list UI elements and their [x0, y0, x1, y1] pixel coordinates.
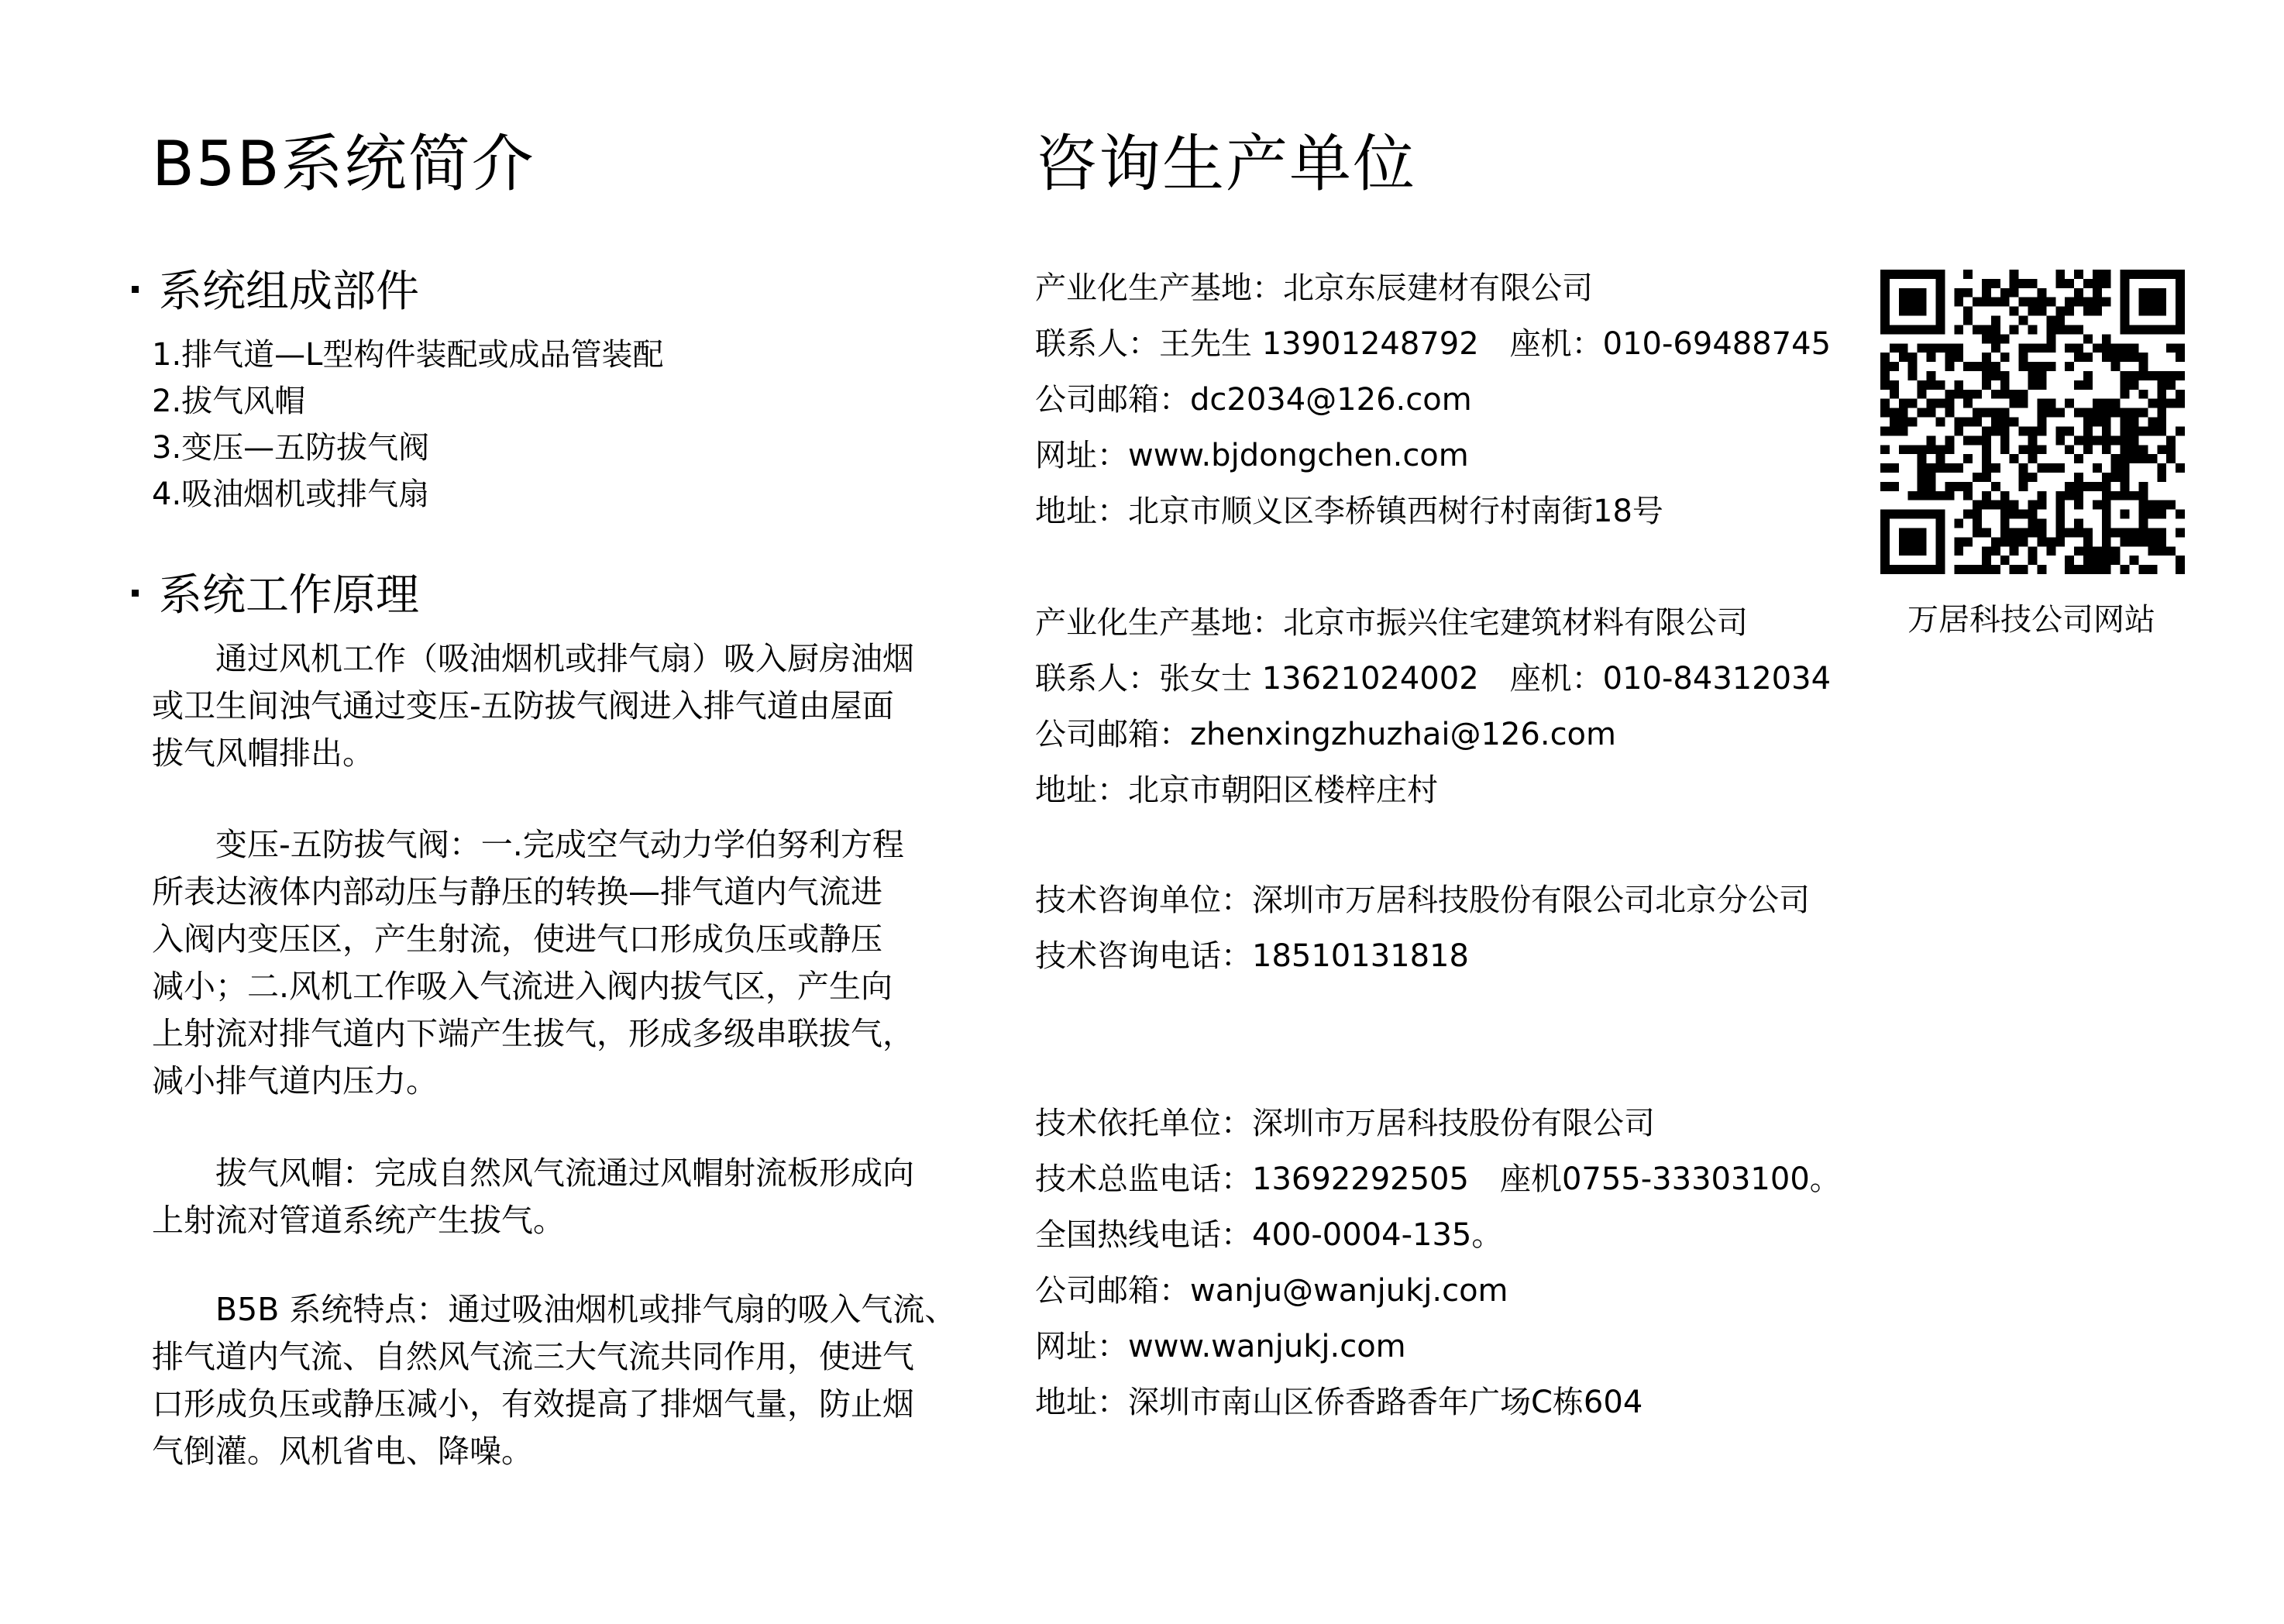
- list-item: 2.拔气风帽: [152, 384, 306, 419]
- contact-line: 联系人：王先生 13901248792 座机：010-69488745: [1035, 326, 1832, 362]
- paragraph-line: B5B 系统特点：通过吸油烟机或排气扇的吸入气流、: [152, 1291, 957, 1328]
- contact-line: 公司邮箱：wanju@wanjukj.com: [1035, 1273, 1508, 1309]
- paragraph-line: 减小排气道内压力。: [152, 1062, 438, 1099]
- qr-caption: 万居科技公司网站: [1907, 602, 2155, 638]
- section-heading-components: [132, 265, 419, 319]
- contact-line: 技术总监电话：13692292505 座机0755-33303100。: [1035, 1161, 1841, 1197]
- bullet-icon: [132, 286, 139, 293]
- section-heading-text: 系统组成部件: [159, 267, 419, 317]
- paragraph-line: 拔气风帽排出。: [152, 735, 374, 772]
- contact-line: 地址：北京市朝阳区楼梓庄村: [1035, 772, 1438, 808]
- contact-line: 技术咨询电话：18510131818: [1035, 938, 1469, 974]
- paragraph-line: 排气道内气流、自然风气流三大气流共同作用，使进气: [152, 1338, 914, 1375]
- paragraph-line: 入阀内变压区，产生射流，使进气口形成负压或静压: [152, 920, 882, 958]
- contact-line: 公司邮箱：dc2034@126.com: [1035, 382, 1472, 418]
- section-heading-principle: [132, 569, 419, 623]
- paragraph-line: 所表达液体内部动压与静压的转换—排气道内气流进: [152, 873, 882, 910]
- list-item: 1.排气道—L型构件装配或成品管装配: [152, 337, 664, 373]
- contact-line: 网址：www.wanjukj.com: [1035, 1329, 1406, 1364]
- paragraph-line: 变压-五防拔气阀：一.完成空气动力学伯努利方程: [152, 826, 904, 863]
- paragraph-line: 上射流对管道系统产生拔气。: [152, 1202, 565, 1239]
- contact-line: 技术依托单位：深圳市万居科技股份有限公司: [1035, 1106, 1655, 1141]
- contact-line: 地址：北京市顺义区李桥镇西树行村南街18号: [1035, 494, 1663, 529]
- paragraph-line: 通过风机工作（吸油烟机或排气扇）吸入厨房油烟: [152, 640, 914, 677]
- page-title-right: 咨询生产单位: [1035, 128, 1416, 200]
- contact-line: 网址：www.bjdongchen.com: [1035, 438, 1469, 473]
- contact-line: 产业化生产基地：北京市振兴住宅建筑材料有限公司: [1035, 605, 1748, 641]
- contact-line: 联系人：张女士 13621024002 座机：010-84312034: [1035, 661, 1832, 697]
- paragraph-line: 拔气风帽：完成自然风气流通过风帽射流板形成向: [152, 1154, 914, 1192]
- paragraph-line: 气倒灌。风机省电、降噪。: [152, 1433, 533, 1470]
- contact-line: 技术咨询单位：深圳市万居科技股份有限公司北京分公司: [1035, 883, 1810, 918]
- list-item: 3.变压—五防拔气阀: [152, 430, 430, 466]
- contact-line: 全国热线电话：400-0004-135。: [1035, 1217, 1503, 1253]
- contact-line: 公司邮箱：zhenxingzhuzhai@126.com: [1035, 717, 1616, 752]
- bullet-icon: [132, 590, 139, 597]
- paragraph-line: 减小；二.风机工作吸入气流进入阀内拔气区，产生向: [152, 968, 893, 1005]
- page-title-left: B5B系统简介: [152, 128, 535, 200]
- paragraph-line: 或卫生间浊气通过变压-五防拔气阀进入排气道由屋面: [152, 687, 894, 724]
- paragraph-line: 口形成负压或静压减小，有效提高了排烟气量，防止烟: [152, 1385, 914, 1423]
- list-item: 4.吸油烟机或排气扇: [152, 477, 430, 512]
- paragraph-line: 上射流对排气道内下端产生拔气，形成多级串联拔气，: [152, 1015, 914, 1052]
- section-heading-text: 系统工作原理: [159, 570, 419, 621]
- contact-line: 产业化生产基地：北京东辰建材有限公司: [1035, 270, 1593, 306]
- qr-code-icon: [1880, 270, 2185, 574]
- contact-line: 地址：深圳市南山区侨香路香年广场C栋604: [1035, 1385, 1643, 1420]
